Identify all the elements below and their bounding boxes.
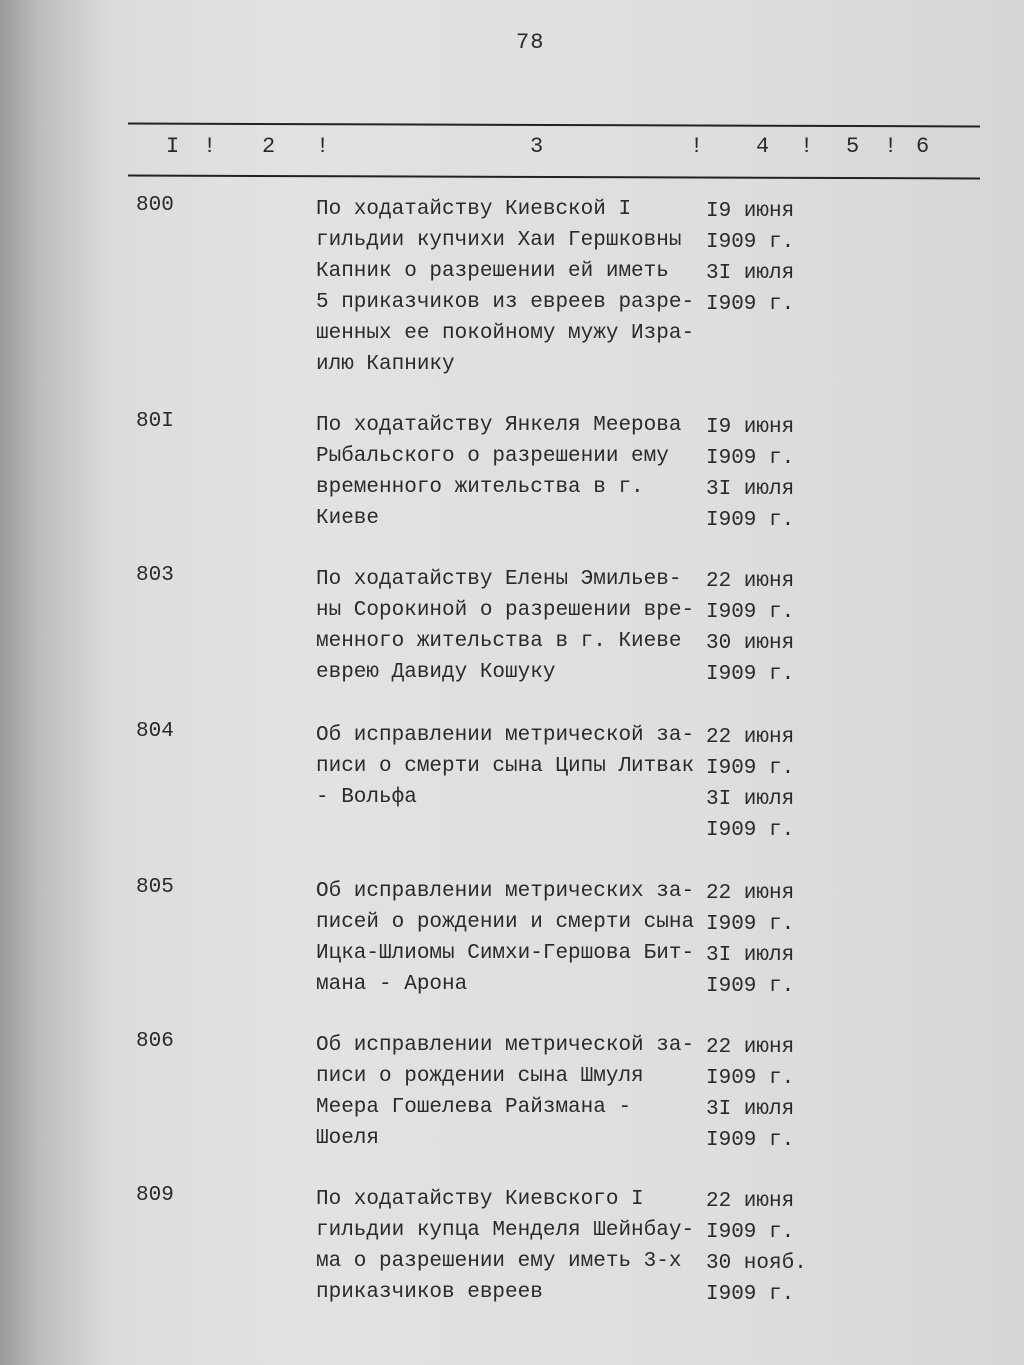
entry-number: 809 [136,1184,174,1207]
entry-description [316,1030,708,1154]
description-line: ма о разрешении ему иметь 3-х [316,1250,682,1273]
description-line: - Вольфа [316,786,417,809]
date-line: I909 г. [706,663,795,686]
date-line: 3I июля [706,944,795,967]
description-line: По ходатайству Киевского I [316,1188,644,1211]
date-line: 30 нояб. [706,1252,807,1275]
date-line: 3I июля [706,788,795,811]
description-line: приказчиков евреев [316,1281,543,1304]
header-rule-bottom [128,175,980,180]
description-line: По ходатайству Янкеля Меерова [316,414,682,437]
date-line: I909 г. [706,819,795,842]
description-line: писи о смерти сына Ципы Литвак [316,755,695,778]
entry-number: 803 [136,564,174,587]
entry-description [316,410,708,534]
date-line: I909 г. [706,1283,795,1306]
date-line: I909 г. [706,447,795,470]
description-line: По ходатайству Киевской I [316,198,632,221]
description-line: Киеве [316,507,380,530]
date-line: I909 г. [706,601,795,624]
entry-number: 805 [136,876,174,899]
date-line: I909 г. [706,1221,795,1244]
date-line: I909 г. [706,293,795,316]
column-label: 3 [530,134,544,159]
entry-description [316,720,708,813]
entry-dates [706,566,816,690]
entry-dates [706,878,816,1002]
entry-dates [706,1186,816,1310]
description-line: Об исправлении метрической за- [316,1034,695,1057]
description-line: менного жительства в г. Киеве [316,630,682,653]
date-line: I909 г. [706,1067,795,1090]
description-line: Шоеля [316,1127,380,1150]
description-line: шенных ее покойному мужу Изра- [316,322,695,345]
description-line: Об исправлении метрических за- [316,880,695,903]
description-line: гильдии купца Менделя Шейнбау- [316,1219,695,1242]
description-line: Капник о разрешении ей иметь [316,260,669,283]
entry-description [316,564,708,688]
description-line: ны Сорокиной о разрешении вре- [316,599,695,622]
description-line: писей о рождении и смерти сына [316,911,695,934]
date-line: 22 июня [706,1190,795,1213]
entry-description [316,876,708,1000]
entry-number: 80I [136,410,174,433]
date-line: I909 г. [706,231,795,254]
entry-dates [706,722,816,846]
entry-description [316,1184,708,1308]
date-line: 22 июня [706,570,795,593]
description-line: Ицка-Шлиомы Симхи-Гершова Бит- [316,942,695,965]
date-line: I909 г. [706,509,795,532]
date-line: 30 июня [706,632,795,655]
column-label: 5 [846,134,860,159]
date-line: I909 г. [706,913,795,936]
date-line: I9 июня [706,200,795,223]
page-number: 78 [516,30,545,55]
entry-dates [706,1032,816,1156]
date-line: I909 г. [706,1129,795,1152]
date-line: I909 г. [706,757,795,780]
description-line: еврею Давиду Кошуку [316,661,556,684]
date-line: 3I июля [706,478,795,501]
column-label: 2 [262,134,276,159]
description-line: Об исправлении метрической за- [316,724,695,747]
column-separator: ! [690,134,704,159]
column-separator: ! [203,134,217,159]
date-line: I9 июня [706,416,795,439]
description-line: временного жительства в г. [316,476,644,499]
entry-number: 804 [136,720,174,743]
entry-description [316,194,708,380]
description-line: Меера Гошелева Райзмана - [316,1096,632,1119]
date-line: 3I июля [706,1098,795,1121]
date-line: 22 июня [706,1036,795,1059]
date-line: 22 июня [706,882,795,905]
column-header [0,134,1024,174]
column-separator: ! [316,134,330,159]
description-line: По ходатайству Елены Эмильев- [316,568,682,591]
column-label: I [166,134,180,159]
entry-number: 800 [136,194,174,217]
description-line: илю Капнику [316,353,455,376]
description-line: писи о рождении сына Шмуля [316,1065,644,1088]
entry-dates [706,196,816,320]
description-line: гильдии купчихи Хаи Гершковны [316,229,682,252]
column-label: 4 [756,134,770,159]
date-line: I909 г. [706,975,795,998]
column-separator: ! [884,134,898,159]
header-rule-top [128,123,980,128]
description-line: мана - Арона [316,973,468,996]
description-line: 5 приказчиков из евреев разре- [316,291,695,314]
column-label: 6 [916,134,930,159]
entry-number: 806 [136,1030,174,1053]
entry-dates [706,412,816,536]
date-line: 22 июня [706,726,795,749]
description-line: Рыбальского о разрешении ему [316,445,669,468]
date-line: 3I июля [706,262,795,285]
column-separator: ! [800,134,814,159]
